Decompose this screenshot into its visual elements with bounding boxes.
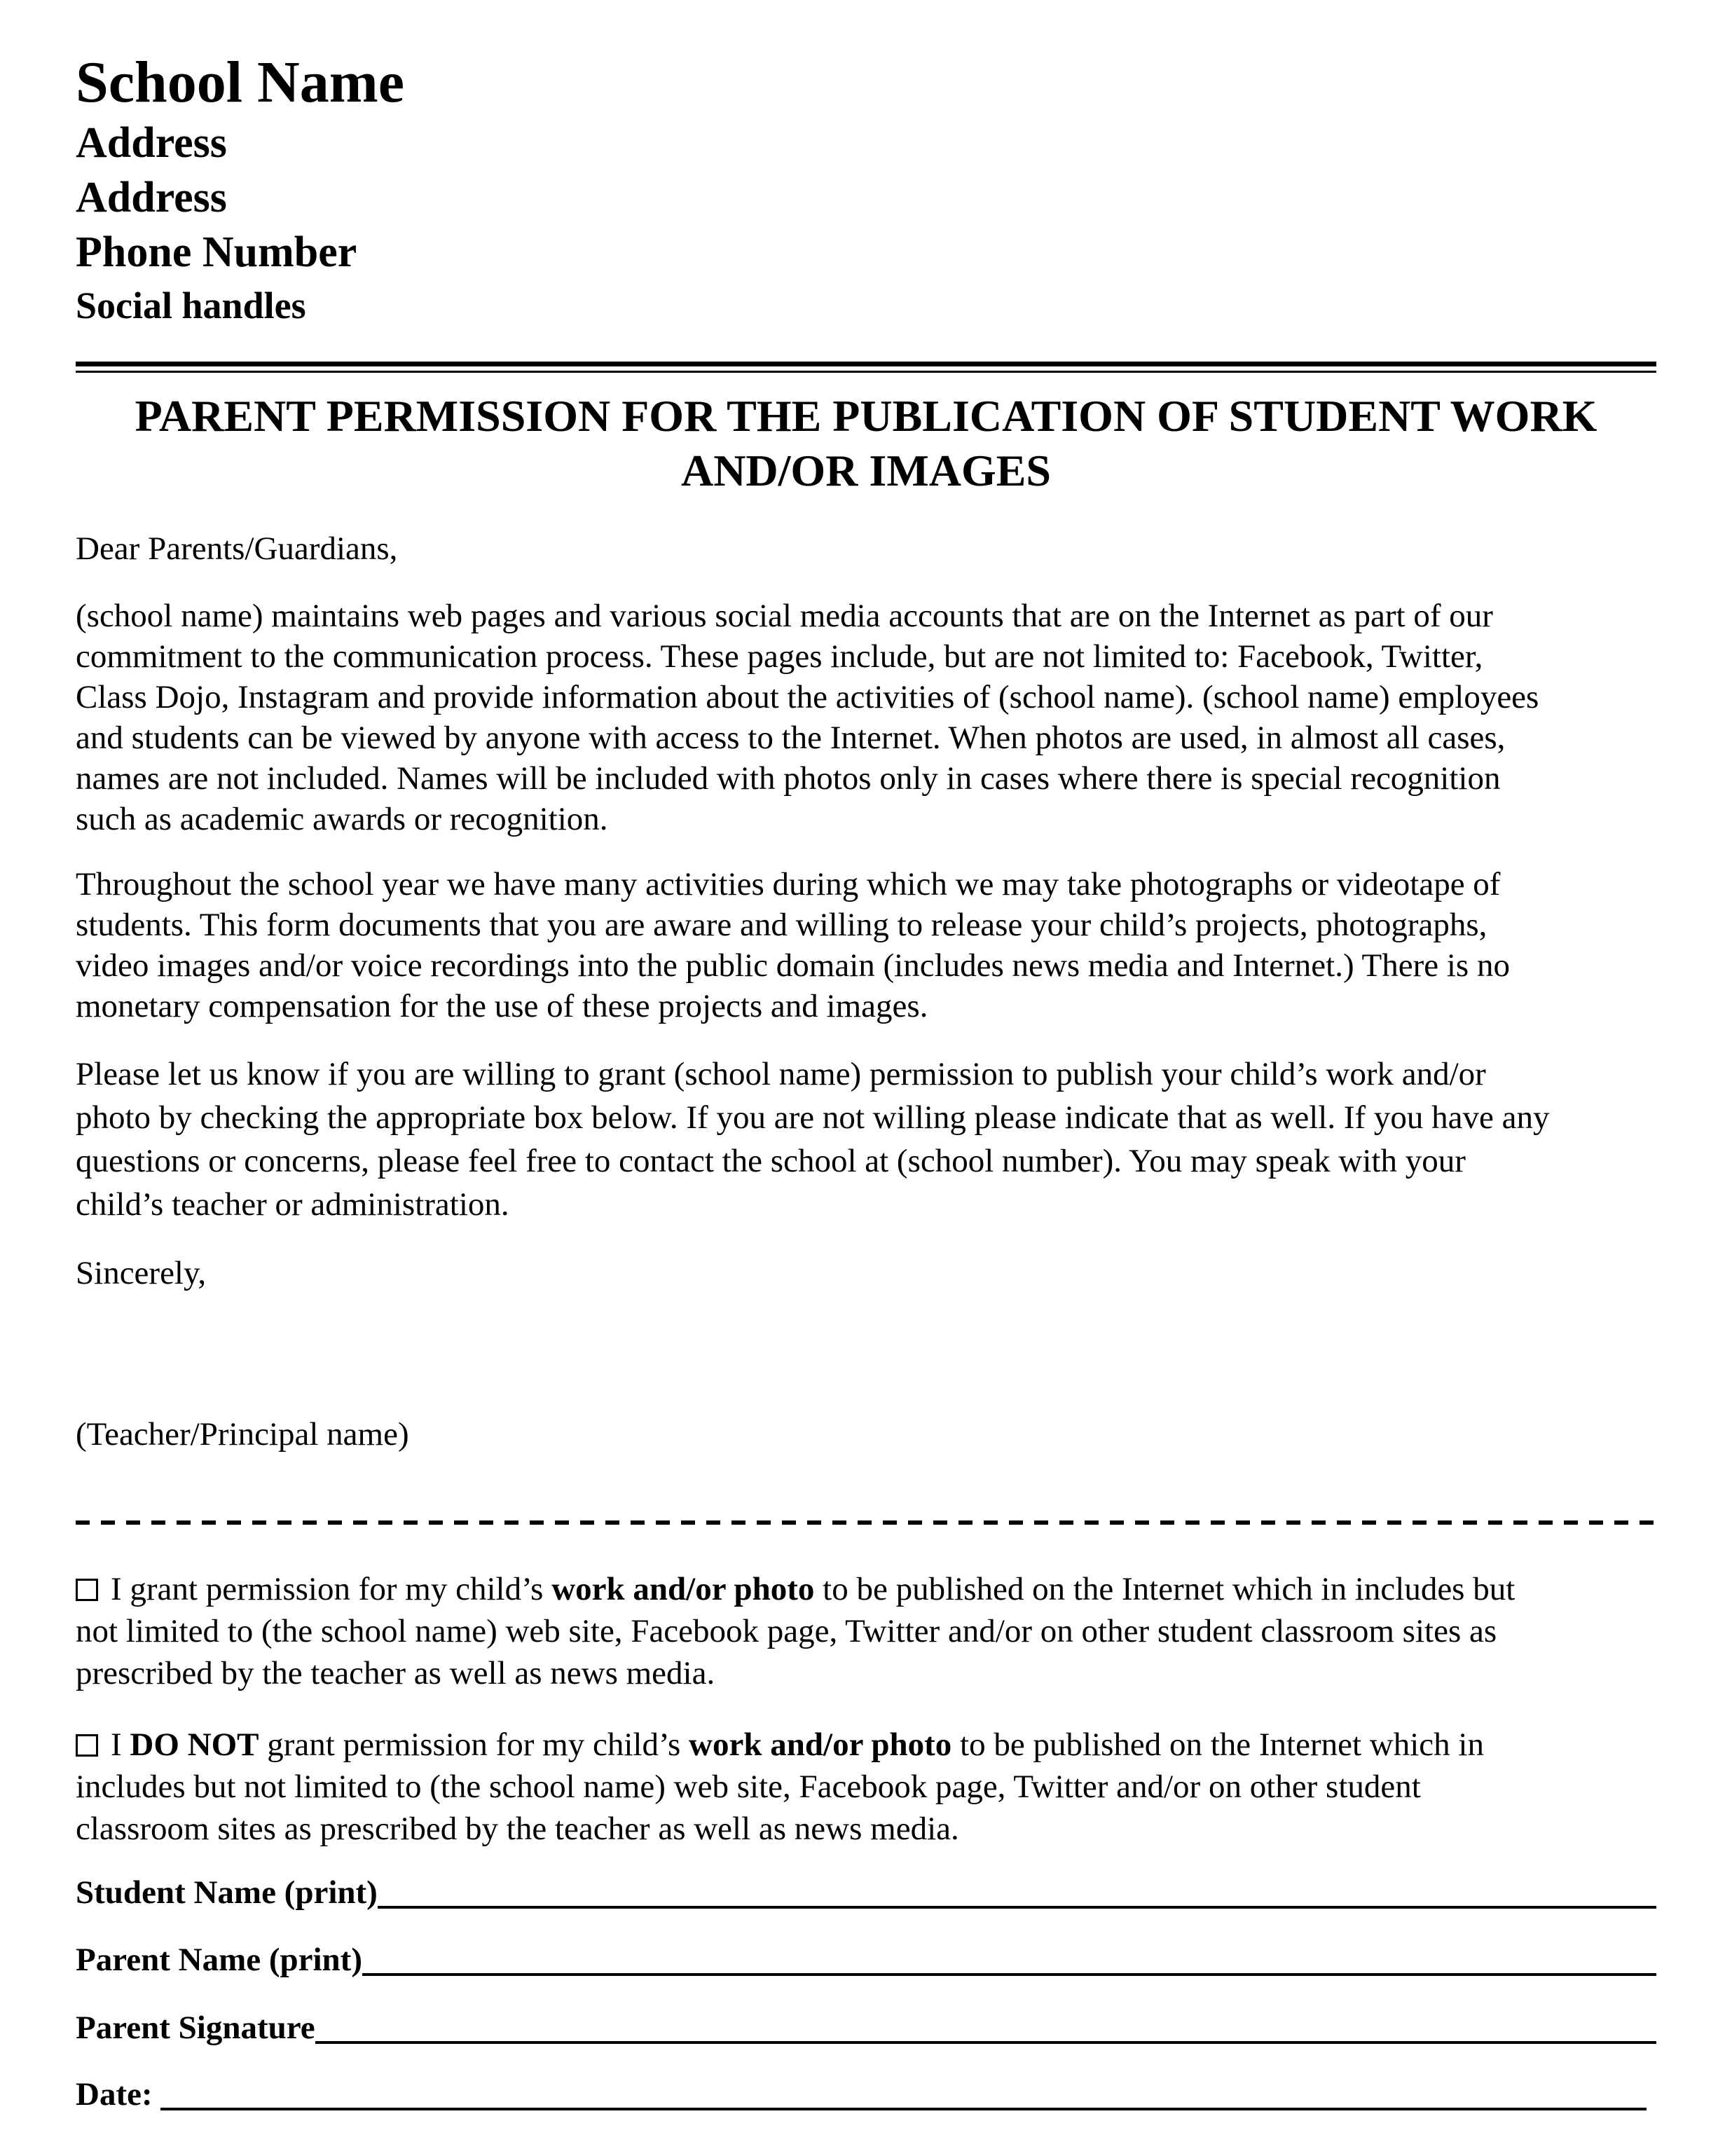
option-text: I [111, 1726, 130, 1763]
date-label: Date: [76, 2076, 161, 2113]
deny-permission-checkbox[interactable] [76, 1734, 98, 1757]
form-title [76, 389, 1656, 498]
option-text: to be published on the Internet which in [951, 1726, 1484, 1763]
student-name-field [76, 1871, 1656, 1913]
paragraph-line: Please let us know if you are willing to grant (school name) permission to publish your child’s work and/or [76, 1056, 1486, 1092]
grant-permission-checkbox[interactable] [76, 1579, 98, 1601]
option-deny-line-2: includes but not limited to (the school name) web site, Facebook page, Twitter and/or on other student [76, 1769, 1421, 1805]
school-name: School Name [76, 50, 404, 115]
letter-signer: (Teacher/Principal name) [76, 1416, 409, 1453]
date-input-line[interactable] [160, 2073, 1647, 2110]
parent-signature-label: Parent Signature [76, 2010, 315, 2046]
option-grant-permission [76, 1568, 1656, 1694]
parent-signature-field [76, 2006, 1656, 2048]
header-divider [76, 362, 1656, 373]
option-text-bold: work and/or photo [689, 1726, 952, 1763]
paragraph-line: such as academic awards or recognition. [76, 801, 608, 837]
paragraph-line: names are not included. Names will be included with photos only in cases where there is special recognition [76, 760, 1501, 797]
letter-paragraph-2 [76, 864, 1656, 1026]
paragraph-line: video images and/or voice recordings into the public domain (includes news media and Internet.) There is no [76, 947, 1510, 984]
option-deny-line-1 [76, 1724, 1656, 1766]
school-address-line-2: Address [76, 174, 227, 221]
paragraph-line: child’s teacher or administration. [76, 1186, 509, 1223]
paragraph-line: commitment to the communication process. These pages include, but are not limited to: Facebook, Twitter, [76, 638, 1483, 675]
date-field [76, 2073, 1656, 2115]
letter-paragraph-3 [76, 1052, 1656, 1226]
option-deny-line-3: classroom sites as prescribed by the teacher as well as news media. [76, 1811, 959, 1847]
option-text-bold: work and/or photo [551, 1571, 815, 1607]
form-title-line-1: PARENT PERMISSION FOR THE PUBLICATION OF STUDENT WORK [135, 391, 1597, 441]
paragraph-line: students. This form documents that you are aware and willing to release your child’s projects, photographs, [76, 907, 1487, 943]
option-deny-permission [76, 1724, 1656, 1850]
paragraph-line: Throughout the school year we have many activities during which we may take photographs or videotape of [76, 866, 1501, 902]
paragraph-line: Class Dojo, Instagram and provide information about the activities of (school name). (school name) employees [76, 679, 1539, 715]
option-text: I grant permission for my child’s [111, 1571, 552, 1607]
option-text: to be published on the Internet which in includes but [814, 1571, 1516, 1607]
school-address-line-1: Address [76, 119, 227, 167]
student-name-input-line[interactable] [378, 1871, 1656, 1909]
paragraph-line: monetary compensation for the use of these projects and images. [76, 988, 928, 1024]
parent-name-input-line[interactable] [362, 1938, 1656, 1976]
letter-paragraph-1 [76, 596, 1656, 839]
option-text: grant permission for my child’s [259, 1726, 689, 1763]
cut-line-divider [76, 1520, 1656, 1525]
option-grant-line-2: not limited to (the school name) web site, Facebook page, Twitter and/or on other student classroom sites as [76, 1613, 1497, 1649]
option-grant-line-1 [76, 1568, 1656, 1610]
paragraph-line: questions or concerns, please feel free to contact the school at (school number). You may speak with your [76, 1143, 1466, 1179]
form-title-line-2: AND/OR IMAGES [680, 446, 1052, 495]
option-text-bold: DO NOT [130, 1726, 259, 1763]
school-phone: Phone Number [76, 228, 357, 276]
parent-signature-input-line[interactable] [315, 2006, 1656, 2044]
parent-name-label: Parent Name (print) [76, 1942, 362, 1978]
school-social-handles: Social handles [76, 284, 306, 327]
parent-name-field [76, 1938, 1656, 1980]
paragraph-line: (school name) maintains web pages and various social media accounts that are on the Internet as part of our [76, 598, 1493, 634]
paragraph-line: photo by checking the appropriate box below. If you are not willing please indicate that as well. If you have any [76, 1099, 1550, 1136]
letter-closing: Sincerely, [76, 1255, 207, 1291]
letter-greeting: Dear Parents/Guardians, [76, 530, 398, 567]
student-name-label: Student Name (print) [76, 1874, 378, 1911]
paragraph-line: and students can be viewed by anyone with access to the Internet. When photos are used, in almost all cases, [76, 720, 1506, 756]
option-grant-line-3: prescribed by the teacher as well as news media. [76, 1655, 715, 1691]
